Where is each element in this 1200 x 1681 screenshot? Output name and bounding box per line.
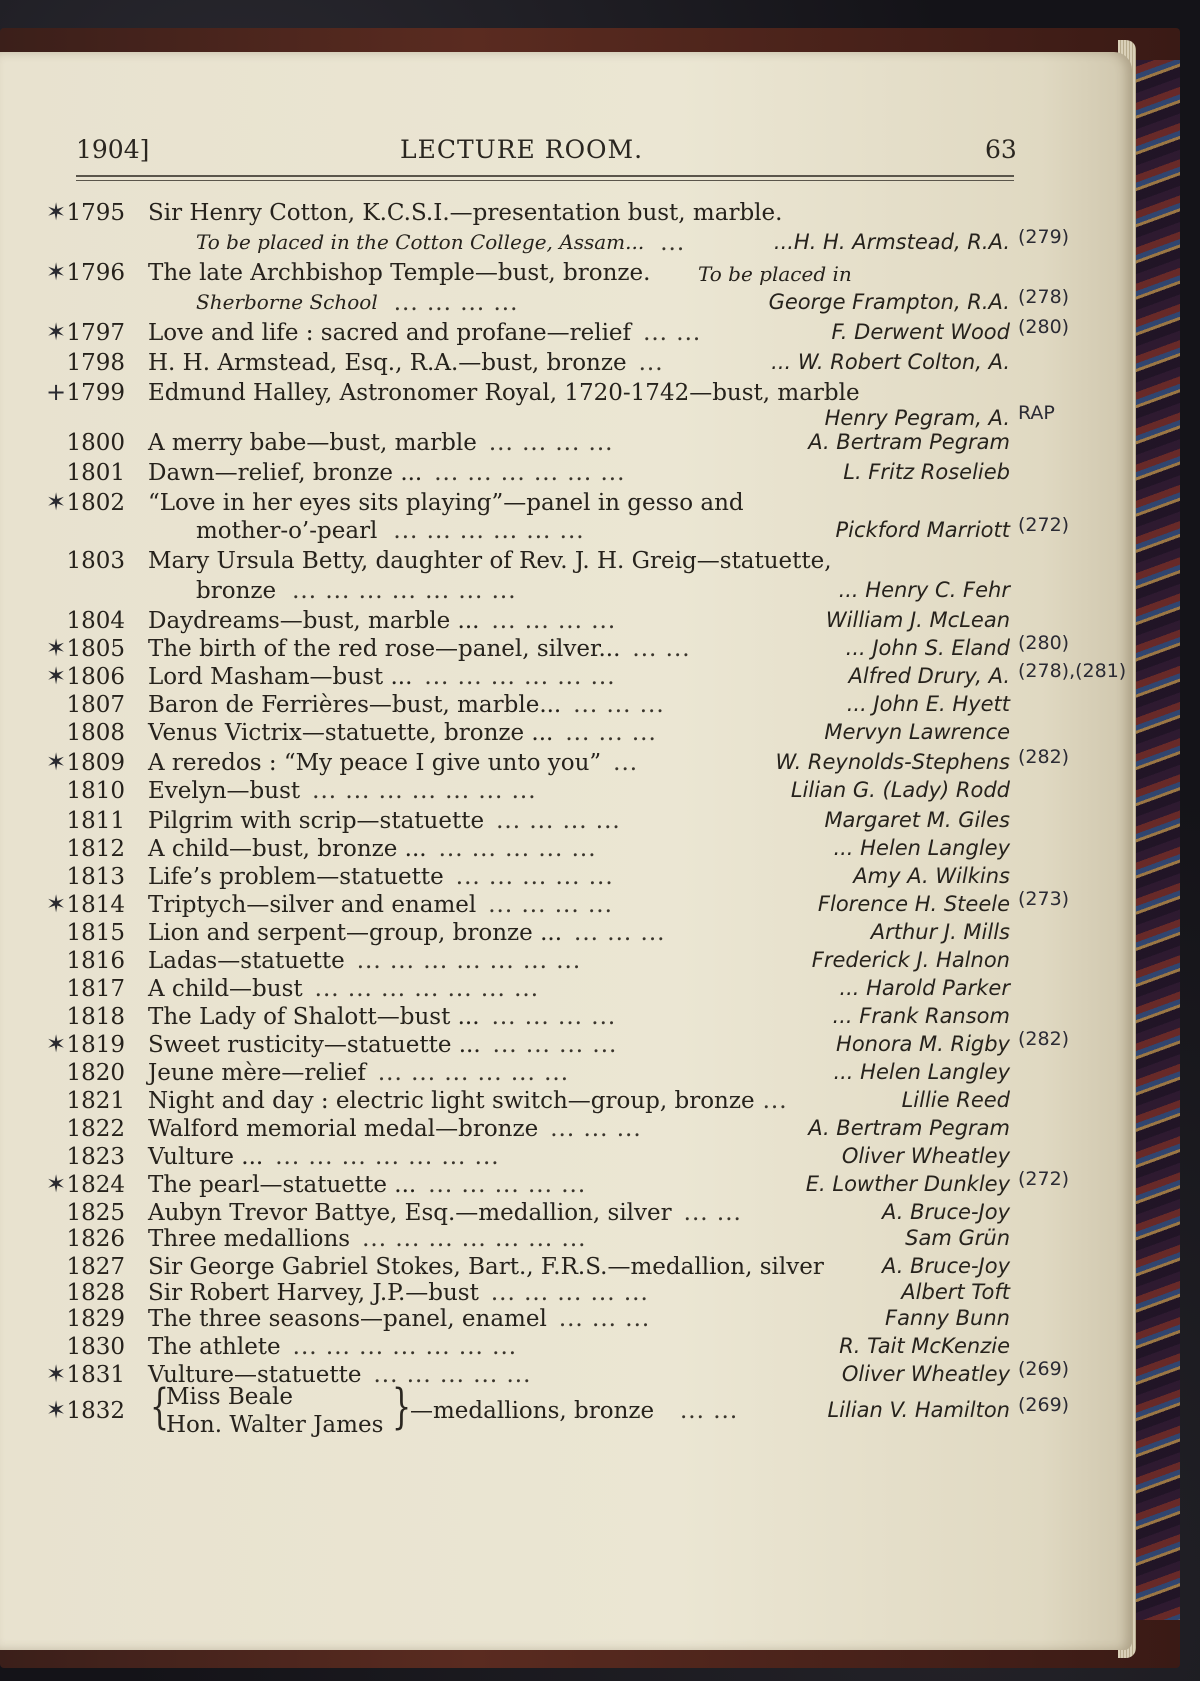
- catalogue-number: 1805: [66, 636, 125, 662]
- entry-row: [0, 660, 1132, 694]
- catalogue-number: 1821: [66, 1088, 125, 1114]
- entry-title: Aubyn Trevor Battye, Esq.—medallion, silver: [148, 1200, 672, 1226]
- leader-dots: ... ... ... ... ...: [438, 836, 597, 862]
- leader-dots: ... ... ... ...: [393, 290, 519, 316]
- entry-continuation: [0, 286, 1132, 320]
- entry-title: A child—bust: [148, 976, 303, 1002]
- entry-title: Dawn—relief, bronze ...: [148, 460, 423, 486]
- sitter-name: Miss Beale: [166, 1384, 294, 1410]
- artist-name: ... Helen Langley: [833, 1060, 1010, 1084]
- entry-title: The athlete: [148, 1334, 281, 1360]
- entry-title: Sweet rusticity—statuette ...: [148, 1032, 481, 1058]
- artist-name: Oliver Wheatley: [841, 1362, 1010, 1386]
- catalogue-number: 1814: [66, 892, 125, 918]
- margin-mark: ✶: [46, 662, 67, 690]
- artist-name: Arthur J. Mills: [870, 920, 1010, 944]
- entry-row: [0, 1004, 1132, 1034]
- artist-name: Alfred Drury, A.: [848, 664, 1010, 688]
- leader-dots: ... ... ... ...: [492, 1032, 618, 1058]
- brace-left: {: [150, 1379, 170, 1436]
- handwritten-reference: (282): [1018, 1028, 1070, 1050]
- entry-title: Pilgrim with scrip—statuette: [148, 808, 485, 834]
- catalogue-number: 1830: [66, 1334, 125, 1360]
- handwritten-reference: RAP: [1018, 402, 1055, 424]
- brace-right: }: [392, 1379, 412, 1436]
- entry-title: Venus Victrix—statuette, bronze ...: [148, 720, 554, 746]
- catalogue-number: 1824: [66, 1172, 125, 1198]
- leader-dots: ... ...: [680, 1398, 739, 1424]
- catalogue-number: 1804: [66, 608, 125, 634]
- margin-mark: ✶: [46, 198, 67, 226]
- catalogue-number: 1816: [66, 948, 125, 974]
- leader-dots: ... ... ... ... ...: [373, 1362, 532, 1388]
- entry-title: The late Archbishop Temple—bust, bronze.: [148, 260, 651, 286]
- leader-dots: ... ... ... ... ... ...: [434, 460, 626, 486]
- entry-title-continued: Sherborne School: [196, 290, 378, 314]
- artist-name: ... Helen Langley: [833, 836, 1010, 860]
- margin-mark: ✶: [46, 890, 67, 918]
- entry-row: [0, 632, 1132, 666]
- entry-title: Triptych—silver and enamel: [148, 892, 477, 918]
- artist-name: William J. McLean: [825, 608, 1010, 632]
- artist-name: ... Frank Ransom: [832, 1004, 1010, 1028]
- entry-title: Walford memorial medal—bronze: [148, 1116, 539, 1142]
- entry-title: Edmund Halley, Astronomer Royal, 1720-1742—bust, marble: [148, 380, 860, 406]
- leader-dots: ... ... ... ... ... ... ...: [292, 1334, 518, 1360]
- leader-dots: ... ... ... ... ... ... ...: [312, 778, 537, 804]
- leader-dots: ... ... ... ...: [496, 808, 621, 834]
- artist-name: A. Bertram Pegram: [808, 1116, 1010, 1140]
- catalogue-number: 1813: [66, 864, 125, 890]
- leader-dots: ... ... ... ... ... ... ...: [356, 948, 582, 974]
- catalogue-number: 1822: [66, 1116, 125, 1142]
- catalogue-number: 1828: [66, 1280, 125, 1306]
- artist-name: Oliver Wheatley: [841, 1144, 1010, 1168]
- catalogue-number: 1832: [66, 1398, 125, 1424]
- entry-title: A child—bust, bronze ...: [148, 836, 427, 862]
- catalogue-number: 1820: [66, 1060, 125, 1086]
- entry-row: [0, 1144, 1132, 1174]
- catalogue-number: 1826: [66, 1226, 125, 1252]
- artist-name: ... Harold Parker: [839, 976, 1010, 1000]
- entry-row: [0, 778, 1132, 808]
- handwritten-reference: (278),(281): [1018, 660, 1127, 682]
- entry-row: [0, 350, 1132, 380]
- handwritten-reference: (280): [1018, 316, 1070, 338]
- leader-dots: ... ...: [683, 1200, 742, 1226]
- margin-mark: ✶: [46, 1360, 67, 1388]
- artist-name: ...H. H. Armstead, R.A.: [773, 230, 1010, 254]
- entry-row: [0, 1028, 1132, 1062]
- catalogue-number: 1795: [66, 200, 125, 226]
- margin-mark: ✶: [46, 748, 67, 776]
- artist-name: Pickford Marriott: [835, 518, 1010, 542]
- handwritten-reference: (272): [1018, 514, 1070, 536]
- margin-mark: +: [46, 378, 67, 406]
- artist-name: Honora M. Rigby: [836, 1032, 1010, 1056]
- artist-name: Frederick J. Halnon: [811, 948, 1010, 972]
- header-year: 1904]: [76, 135, 150, 164]
- artist-name: W. Reynolds-Stephens: [775, 750, 1010, 774]
- entry-row: [0, 1379, 1132, 1438]
- entry-row: [0, 1168, 1132, 1202]
- artist-name: Sam Grün: [905, 1226, 1010, 1250]
- entry-row: [0, 920, 1132, 950]
- leader-dots: ... ... ... ... ... ...: [393, 518, 585, 544]
- entry-title-continued: mother-o’-pearl: [196, 518, 378, 544]
- leader-dots: ... ...: [632, 636, 691, 662]
- entry-title: Sir George Gabriel Stokes, Bart., F.R.S.—medallion, silver: [148, 1254, 824, 1280]
- entry-title-continued: bronze: [196, 578, 277, 604]
- artist-name: F. Derwent Wood: [831, 320, 1010, 344]
- artist-name: L. Fritz Roselieb: [843, 460, 1010, 484]
- entry-title: A merry babe—bust, marble: [148, 430, 477, 456]
- catalogue-number: 1827: [66, 1254, 125, 1280]
- catalogue-number: 1818: [66, 1004, 125, 1030]
- margin-mark: ✶: [46, 1030, 67, 1058]
- entry-title: Sir Henry Cotton, K.C.S.I.—presentation bust, marble.: [148, 200, 783, 226]
- entry-title-continued: To be placed in the Cotton College, Assam...: [196, 230, 645, 254]
- margin-mark: ✶: [46, 318, 67, 346]
- entry-title: H. H. Armstead, Esq., R.A.—bust, bronze: [148, 350, 627, 376]
- catalogue-number: 1811: [66, 808, 125, 834]
- catalogue-number: 1796: [66, 260, 125, 286]
- entry-title: Lion and serpent—group, bronze ...: [148, 920, 563, 946]
- artist-name: A. Bruce-Joy: [882, 1254, 1010, 1278]
- catalogue-number: 1819: [66, 1032, 125, 1058]
- entry-title: Lord Masham—bust ...: [148, 664, 413, 690]
- entry-row: [0, 864, 1132, 894]
- entry-row: [0, 1334, 1132, 1364]
- entry-title: Sir Robert Harvey, J.P.—bust: [148, 1280, 479, 1306]
- placement-note: To be placed in: [698, 262, 852, 286]
- leader-dots: ... ... ... ...: [491, 1004, 617, 1030]
- entry-title: Vulture ...: [148, 1144, 264, 1170]
- entry-row: [0, 1116, 1132, 1146]
- leader-dots: ... ... ... ...: [491, 608, 617, 634]
- entry-row: [0, 692, 1132, 722]
- artist-name: Albert Toft: [901, 1280, 1010, 1304]
- artist-name: ... W. Robert Colton, A.: [771, 350, 1010, 374]
- leader-dots: ... ... ... ... ... ... ...: [314, 976, 540, 1002]
- catalogue-number: 1808: [66, 720, 125, 746]
- artist-name: ... Henry C. Fehr: [838, 578, 1010, 602]
- leader-dots: ... ... ... ...: [488, 430, 614, 456]
- catalogue-number: 1809: [66, 750, 125, 776]
- catalogue-number: 1806: [66, 664, 125, 690]
- margin-mark: ✶: [46, 488, 67, 516]
- catalogue-number: 1803: [66, 548, 125, 574]
- leader-dots: ... ... ... ... ... ... ...: [275, 1144, 500, 1170]
- artist-name: Florence H. Steele: [817, 892, 1010, 916]
- handwritten-reference: (282): [1018, 746, 1070, 768]
- entry-title: The Lady of Shalott—bust ...: [148, 1004, 480, 1030]
- leader-dots: ... ... ... ... ...: [490, 1280, 649, 1306]
- catalogue-number: 1798: [66, 350, 125, 376]
- sitter-name: Hon. Walter James: [166, 1412, 384, 1438]
- margin-mark: ✶: [46, 1170, 67, 1198]
- entry-row: [0, 1060, 1132, 1090]
- entry-title: Vulture—statuette: [148, 1362, 362, 1388]
- entry-title: Ladas—statuette: [148, 948, 345, 974]
- leader-dots: ... ... ... ... ... ...: [424, 664, 616, 690]
- entry-row: [0, 260, 1132, 290]
- header-rule-thin: [76, 180, 1014, 181]
- artist-name: ... John S. Eland: [845, 636, 1010, 660]
- entry-title: Baron de Ferrières—bust, marble...: [148, 692, 562, 718]
- leader-dots: ... ... ...: [574, 920, 666, 946]
- artist-name: E. Lowther Dunkley: [805, 1172, 1010, 1196]
- catalogue-number: 1810: [66, 778, 125, 804]
- page-title: LECTURE ROOM.: [400, 135, 644, 164]
- catalogue-number: 1825: [66, 1200, 125, 1226]
- entry-title: A reredos : “My peace I give unto you”: [148, 750, 602, 776]
- entry-row: [0, 490, 1132, 520]
- entry-row: [0, 976, 1132, 1006]
- catalogue-number: 1800: [66, 430, 125, 456]
- entry-title: Jeune mère—relief: [148, 1060, 366, 1086]
- artist-name: George Frampton, R.A.: [768, 290, 1010, 314]
- entry-row: [0, 808, 1132, 838]
- entry-continuation: [0, 514, 1132, 548]
- margin-mark: ✶: [46, 634, 67, 662]
- catalogue-number: 1799: [66, 380, 125, 406]
- entry-title: Three medallions: [148, 1226, 351, 1252]
- entry-row: [0, 1088, 1132, 1118]
- leader-dots: ...: [660, 230, 686, 256]
- entry-continuation: [0, 226, 1132, 260]
- artist-name: ... John E. Hyett: [846, 692, 1010, 716]
- margin-mark: ✶: [46, 258, 67, 286]
- leader-dots: ... ... ...: [573, 692, 665, 718]
- entry-continuation: [0, 578, 1132, 608]
- leader-dots: ...: [638, 350, 664, 376]
- entry-title: Evelyn—bust: [148, 778, 301, 804]
- catalogue-number: 1829: [66, 1306, 125, 1332]
- entry-row: [0, 888, 1132, 922]
- entry-row: [0, 430, 1132, 460]
- entry-row: [0, 548, 1132, 578]
- entry-row: [0, 1306, 1132, 1336]
- page-number: 63: [985, 135, 1017, 164]
- entry-title: The pearl—statuette ...: [148, 1172, 417, 1198]
- entry-row: [0, 720, 1132, 750]
- handwritten-reference: (269): [1018, 1358, 1070, 1380]
- leader-dots: ... ... ... ...: [488, 892, 613, 918]
- header-rule: [76, 175, 1014, 177]
- leader-dots: ... ... ... ... ... ...: [377, 1060, 570, 1086]
- entry-row: [0, 460, 1132, 490]
- entry-row: [0, 608, 1132, 638]
- margin-mark: ✶: [46, 1396, 67, 1424]
- catalogue-number: 1815: [66, 920, 125, 946]
- entry-row: [0, 1226, 1132, 1256]
- artist-name: Lilian V. Hamilton: [827, 1398, 1010, 1422]
- catalogue-number: 1823: [66, 1144, 125, 1170]
- handwritten-reference: (272): [1018, 1168, 1070, 1190]
- artist-name: R. Tait McKenzie: [839, 1334, 1010, 1358]
- catalogue-number: 1817: [66, 976, 125, 1002]
- entry-title: Night and day : electric light switch—group, bronze: [148, 1088, 755, 1114]
- leader-dots: ... ... ...: [558, 1306, 651, 1332]
- leader-dots: ...: [762, 1088, 788, 1114]
- catalogue-number: 1797: [66, 320, 125, 346]
- artist-name: Lillie Reed: [901, 1088, 1010, 1112]
- entry-row: [0, 200, 1132, 230]
- leader-dots: ... ... ...: [550, 1116, 642, 1142]
- entry-title: Mary Ursula Betty, daughter of Rev. J. H. Greig—statuette,: [148, 548, 832, 574]
- artist-name: Margaret M. Giles: [824, 808, 1010, 832]
- leader-dots: ... ... ...: [565, 720, 657, 746]
- entry-title: The three seasons—panel, enamel: [148, 1306, 547, 1332]
- leader-dots: ... ...: [643, 320, 702, 346]
- entry-row: [0, 746, 1132, 780]
- catalogue-number: 1831: [66, 1362, 125, 1388]
- leader-dots: ... ... ... ... ... ... ...: [292, 578, 517, 604]
- artist-name: Henry Pegram, A.: [824, 406, 1010, 430]
- entry-title: “Love in her eyes sits playing”—panel in gesso and: [148, 490, 744, 516]
- leader-dots: ... ... ... ... ... ... ...: [362, 1226, 587, 1252]
- entry-title: Life’s problem—statuette: [148, 864, 444, 890]
- artist-name: Amy A. Wilkins: [853, 864, 1010, 888]
- entry-row: [0, 948, 1132, 978]
- entry-title: Love and life : sacred and profane—relief: [148, 320, 632, 346]
- handwritten-reference: (280): [1018, 632, 1070, 654]
- artist-name: Fanny Bunn: [884, 1306, 1010, 1330]
- artist-name: A. Bertram Pegram: [808, 430, 1010, 454]
- catalogue-number: 1801: [66, 460, 125, 486]
- catalogue-number: 1812: [66, 836, 125, 862]
- artist-name: Mervyn Lawrence: [824, 720, 1010, 744]
- leader-dots: ...: [613, 750, 639, 776]
- artist-name: A. Bruce-Joy: [882, 1200, 1010, 1224]
- entry-title: Daydreams—bust, marble ...: [148, 608, 480, 634]
- catalogue-number: 1807: [66, 692, 125, 718]
- catalogue-number: 1802: [66, 490, 125, 516]
- artist-name: Lilian G. (Lady) Rodd: [790, 778, 1010, 802]
- entry-title: —medallions, bronze: [410, 1398, 655, 1424]
- leader-dots: ... ... ... ... ...: [428, 1172, 587, 1198]
- handwritten-reference: (278): [1018, 286, 1070, 308]
- handwritten-reference: (273): [1018, 888, 1070, 910]
- entry-row: [0, 316, 1132, 350]
- handwritten-reference: (269): [1018, 1394, 1070, 1416]
- leader-dots: ... ... ... ... ...: [455, 864, 614, 890]
- handwritten-reference: (279): [1018, 226, 1070, 248]
- entry-title: The birth of the red rose—panel, silver...: [148, 636, 621, 662]
- entry-row: [0, 836, 1132, 866]
